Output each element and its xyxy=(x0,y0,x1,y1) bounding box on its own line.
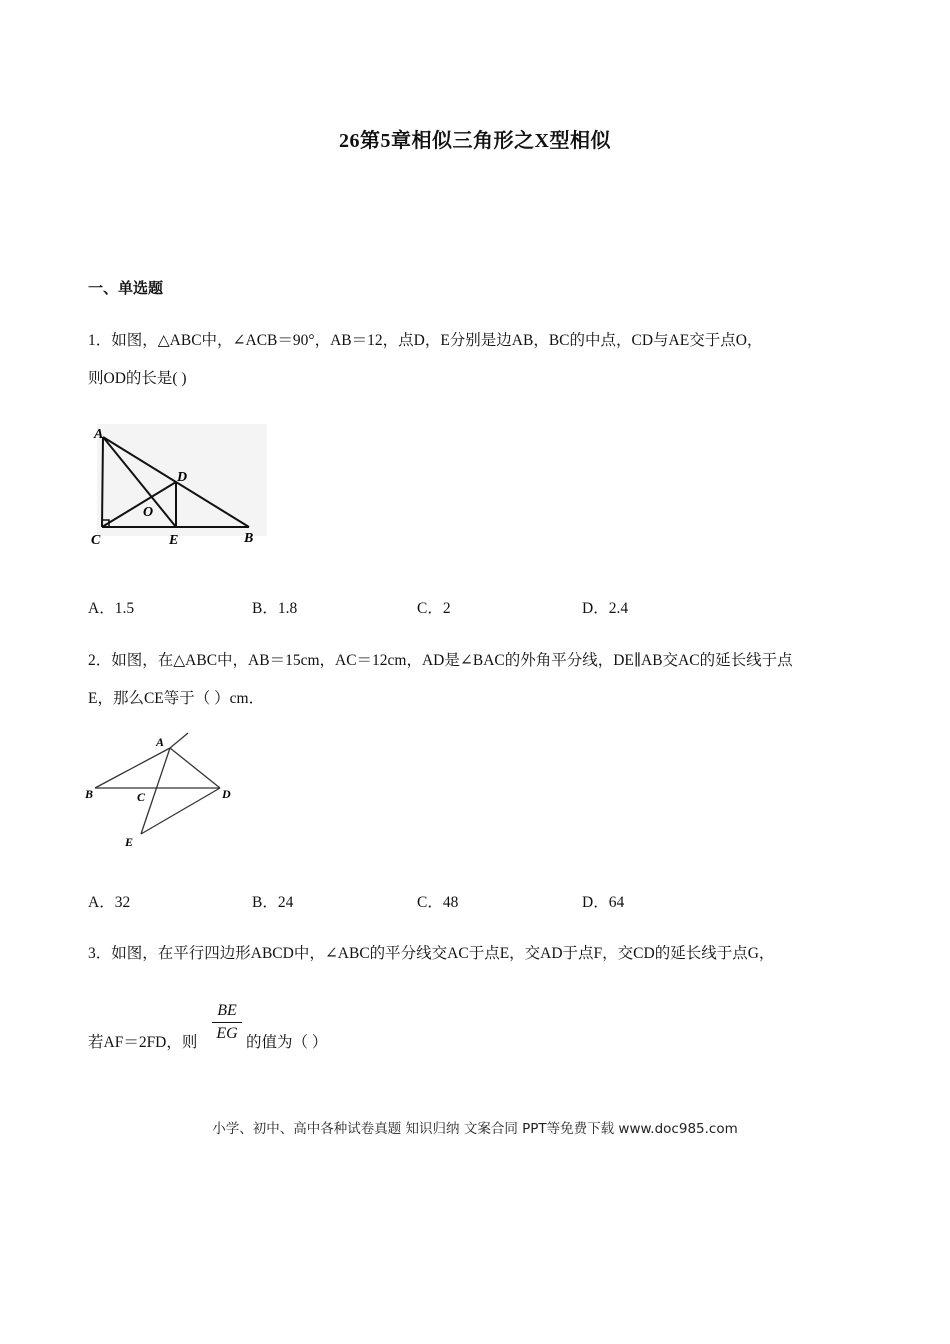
q3-fraction-denominator: EG xyxy=(216,1025,238,1042)
q2-option-d[interactable]: D．64 xyxy=(582,894,625,911)
q2-label-c: C xyxy=(137,790,146,804)
q1-option-a[interactable]: A．1.5 xyxy=(88,600,135,617)
q2-text-line2: E，那么CE等于（ ）cm． xyxy=(88,690,265,707)
q2-segment-ad xyxy=(170,748,220,788)
q2-label-d: D xyxy=(222,787,231,801)
q1-edge-ac xyxy=(102,437,103,527)
q2-label-a: A xyxy=(156,735,165,749)
section-heading: 一、单选题 xyxy=(88,281,164,297)
q1-option-c[interactable]: C．2 xyxy=(417,600,451,617)
q3-text-suffix: 的值为（ ） xyxy=(246,1034,328,1051)
q1-label-c: C xyxy=(91,533,101,548)
q1-option-b[interactable]: B．1.8 xyxy=(252,600,298,617)
q2-option-c[interactable]: C．48 xyxy=(417,894,459,911)
q1-label-d: D xyxy=(177,470,188,485)
q1-label-o: O xyxy=(143,505,154,520)
page-title: 26第5章相似三角形之X型相似 xyxy=(339,130,611,152)
q2-text-line1: 2．如图，在△ABC中，AB＝15cm，AC＝12cm，AD是∠BAC的外角平分线，DE∥AB交AC的延长线于点 xyxy=(88,652,793,669)
q2-label-b: B xyxy=(85,787,94,801)
q3-text-line1: 3．如图，在平行四边形ABCD中，∠ABC的平分线交AC于点E，交AD于点F，交CD的延长线于点G， xyxy=(88,945,775,962)
q1-text-line2: 则OD的长是( ) xyxy=(88,370,187,387)
page-footer: 小学、初中、高中各种试卷真题 知识归纳 文案合同 PPT等免费下载 www.doc985.com xyxy=(212,1121,738,1137)
q2-segment-de xyxy=(141,788,220,834)
q2-figure xyxy=(85,730,240,852)
q1-option-d[interactable]: D．2.4 xyxy=(582,600,629,617)
q1-figure xyxy=(85,420,270,552)
q2-label-e: E xyxy=(125,835,134,849)
q3-text-prefix: 若AF＝2FD，则 xyxy=(88,1034,198,1051)
q3-fraction xyxy=(212,1002,242,1043)
q1-label-b: B xyxy=(244,531,254,546)
q2-option-b[interactable]: B．24 xyxy=(252,894,294,911)
q1-text-line1: 1．如图，△ABC中，∠ACB＝90°，AB＝12，点D，E分别是边AB，BC的中点，CD与AE交于点O， xyxy=(88,332,763,349)
q3-fraction-numerator: BE xyxy=(217,1002,237,1019)
q2-extension-ray xyxy=(170,733,188,748)
q1-label-e: E xyxy=(169,533,179,548)
q1-label-a: A xyxy=(94,427,104,442)
q2-option-a[interactable]: A．32 xyxy=(88,894,131,911)
